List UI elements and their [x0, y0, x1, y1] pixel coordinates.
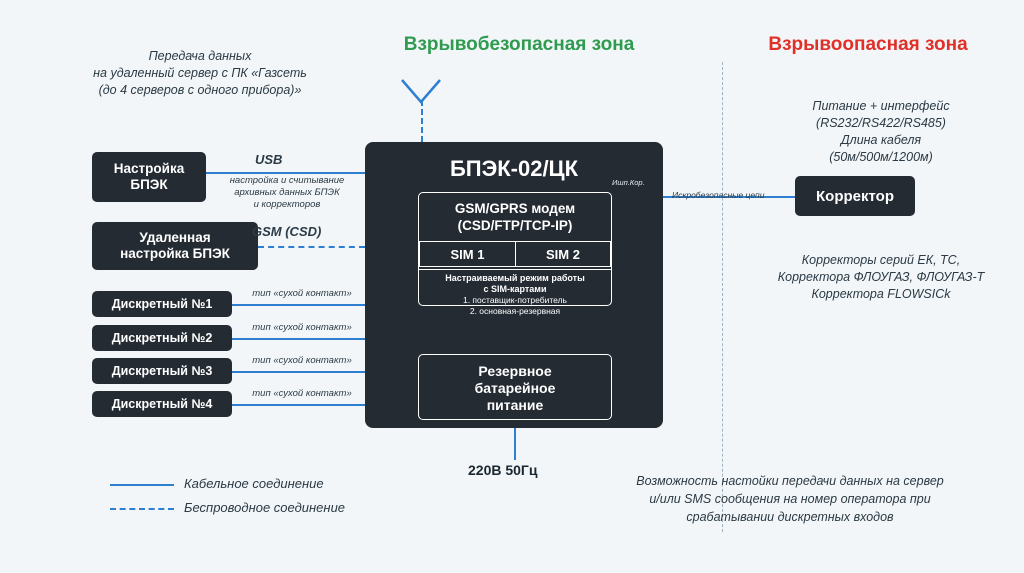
note-right-top-line1: Питание + интерфейс [812, 99, 950, 113]
left-box-discrete-3[interactable] [92, 358, 232, 384]
note-usb-sub [212, 175, 362, 211]
right-box-label: Корректор [816, 187, 894, 205]
note-bottom-line1: Возможность настойки передачи данных на сервер [636, 474, 944, 488]
sim-mode-note-line4: 2. основная-резервная [469, 306, 561, 316]
legend-swatch-wired [110, 484, 174, 486]
line-discrete-3 [232, 371, 365, 373]
left-box-2-line2: настройка БПЭК [120, 246, 230, 261]
label-power-220v: 220В 50Гц [468, 462, 538, 478]
left-box-3-line1: Дискретный №1 [111, 297, 213, 311]
label-usb: USB [255, 152, 283, 167]
note-top-left-line3: (до 4 серверов с одного прибора)» [98, 83, 302, 97]
backup-battery-line3: питание [486, 397, 544, 413]
antenna-link-line [421, 100, 423, 142]
zone-heading-hazard: Взрывоопасная зона [768, 34, 968, 55]
line-discrete-4 [232, 404, 365, 406]
sim-mode-note-line1: Настраиваемый режим работы [445, 273, 585, 283]
left-box-2-line1: Удаленная [139, 230, 211, 245]
label-spark-circuits: Искробезопасные цепи [672, 190, 765, 200]
note-right-bottom-line1: Корректоры серий ЕК, ТС, [801, 253, 961, 267]
sim-mode-note-line3: 1. поставщик-потребитель [462, 295, 567, 305]
right-box-corrector[interactable] [795, 176, 915, 216]
note-usb-line1: настройка и считывание [229, 175, 345, 186]
label-gsm-csd: GSM (CSD) [252, 224, 322, 239]
legend-label-wired: Кабельное соединение [184, 476, 324, 491]
gsm-module-heading [419, 200, 611, 234]
left-box-1-line2: БПЭК [130, 177, 168, 192]
gsm-module-line1: GSM/GPRS модем [454, 201, 576, 216]
sim-slot-2: SIM 2 [515, 241, 611, 267]
device-title: БПЭК-02/ЦК [449, 156, 579, 181]
line-discrete-1 [232, 304, 365, 306]
zone-heading-safe: Взрывобезопасная зона [403, 34, 635, 55]
backup-battery-panel [418, 354, 612, 420]
note-bottom [580, 472, 1000, 526]
note-bottom-line3: срабатывании дискретных входов [686, 510, 894, 524]
note-right-bottom [748, 252, 1014, 303]
label-dry-contact-3: тип «сухой контакт» [252, 355, 352, 366]
gsm-module-panel [418, 192, 612, 316]
left-box-5-line1: Дискретный №3 [111, 364, 213, 378]
device-corrector-port-label: Ишп.Кор. [612, 178, 645, 187]
sim-row [419, 241, 611, 267]
legend-swatch-wireless [110, 508, 174, 510]
left-box-discrete-1[interactable] [92, 291, 232, 317]
backup-battery-line2: батарейное [474, 380, 556, 396]
label-dry-contact-2: тип «сухой контакт» [252, 322, 352, 333]
note-right-bottom-line3: Корректора FLOWSICk [811, 287, 951, 301]
label-dry-contact-1: тип «сухой контакт» [252, 288, 352, 299]
left-box-discrete-4[interactable] [92, 391, 232, 417]
left-box-6-line1: Дискретный №4 [111, 397, 213, 411]
note-top-left [60, 48, 340, 99]
sim-mode-note [419, 269, 611, 317]
note-right-top-line2: (RS232/RS422/RS485) [816, 116, 946, 130]
note-right-bottom-line2: Корректора ФЛОУГАЗ, ФЛОУГАЗ-Т [777, 270, 985, 284]
left-box-4-line1: Дискретный №2 [111, 331, 213, 345]
note-top-left-line2: на удаленный сервер с ПК «Газсеть [93, 66, 307, 80]
line-power-220v [514, 428, 516, 460]
note-right-top-line3: Длина кабеля [840, 133, 922, 147]
line-usb [206, 172, 365, 174]
gsm-module-line2: (CSD/FTP/TCP-IP) [457, 218, 573, 233]
backup-battery-text [419, 363, 611, 414]
sim-slot-1: SIM 1 [419, 241, 515, 267]
left-box-1-line1: Настройка [113, 161, 185, 176]
zone-divider [722, 62, 723, 532]
backup-battery-line1: Резервное [478, 363, 552, 379]
note-usb-line3: и корректоров [253, 199, 321, 210]
note-usb-line2: архивных данных БПЭК [234, 187, 340, 198]
left-box-udalennaya-nastroyka[interactable] [92, 222, 258, 270]
legend-label-wireless: Беспроводное соединение [184, 500, 346, 515]
line-gsm-csd [258, 246, 365, 248]
left-box-nastroyka-bpek[interactable] [92, 152, 206, 202]
note-right-top [746, 98, 1016, 166]
label-dry-contact-4: тип «сухой контакт» [252, 388, 352, 399]
note-right-top-line4: (50м/500м/1200м) [829, 150, 933, 164]
note-bottom-line2: и/или SMS сообщения на номер оператора при [649, 492, 931, 506]
sim-mode-note-line2: с SIM-картами [483, 284, 547, 294]
line-discrete-2 [232, 338, 365, 340]
left-box-discrete-2[interactable] [92, 325, 232, 351]
note-top-left-line1: Передача данных [148, 49, 252, 63]
